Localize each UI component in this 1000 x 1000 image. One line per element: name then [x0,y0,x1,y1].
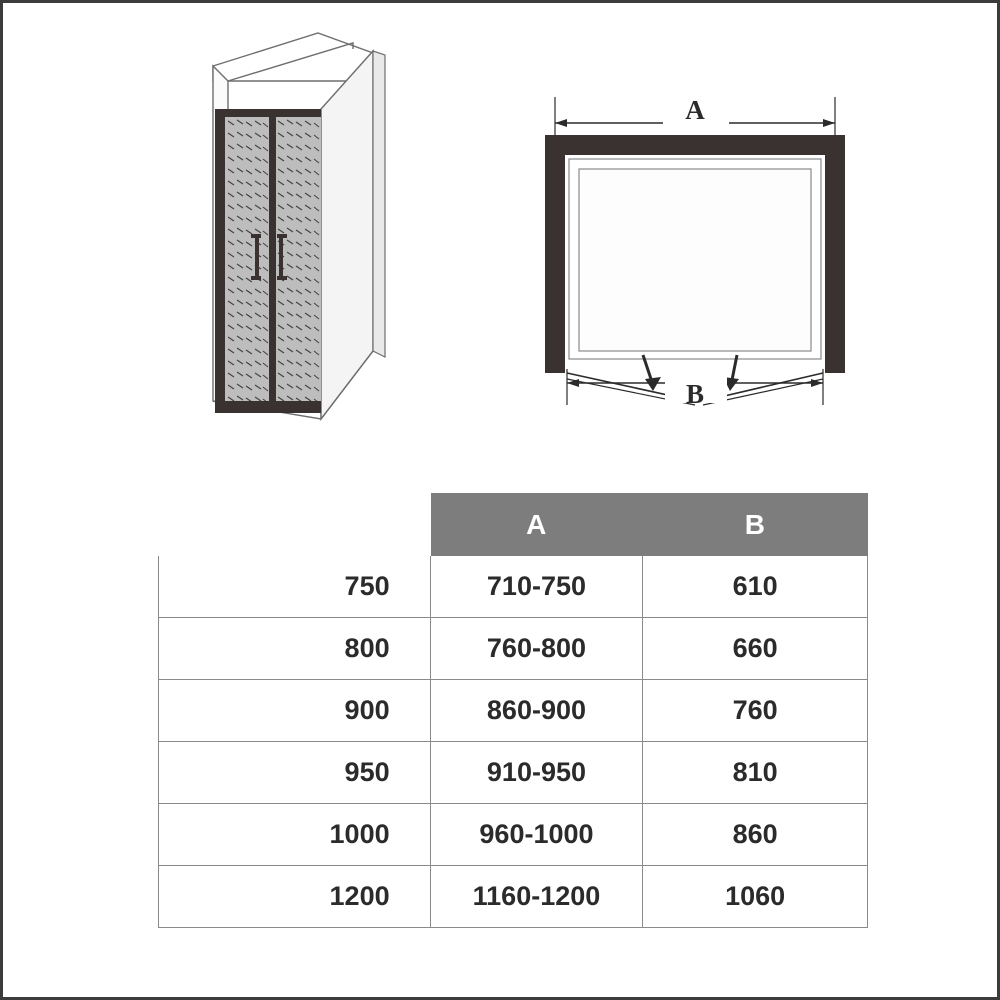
cell-a: 710-750 [430,556,643,618]
cell-a: 960-1000 [430,804,643,866]
table-row [159,680,868,742]
header-b: B [643,494,868,556]
cell-a: 860-900 [430,680,643,742]
cell-b: 660 [643,618,868,680]
cell-size: 900 [159,680,431,742]
plan-view [523,83,883,423]
cell-b: 810 [643,742,868,804]
frame-profile [545,135,845,373]
cell-b: 610 [643,556,868,618]
bifold-door-assembly [215,109,321,413]
cell-size: 950 [159,742,431,804]
header-blank [159,494,431,556]
cell-a: 1160-1200 [430,866,643,928]
fold-arrow-left [643,355,661,391]
cell-size: 1200 [159,866,431,928]
cell-a: 760-800 [430,618,643,680]
dimension-a-label: A [685,95,705,125]
cell-a: 910-950 [430,742,643,804]
table-row [159,804,868,866]
cell-b: 1060 [643,866,868,928]
header-a: A [430,494,643,556]
cell-size: 800 [159,618,431,680]
size-spec-table [158,493,868,928]
table-row [159,742,868,804]
perspective-view [173,21,463,441]
table-row [159,556,868,618]
cell-b: 760 [643,680,868,742]
cell-b: 860 [643,804,868,866]
dimension-b-label: B [685,379,705,409]
dimension-b [567,369,823,409]
cell-size: 750 [159,556,431,618]
table-header-row [159,494,868,556]
table-row [159,866,868,928]
table-row [159,618,868,680]
cell-size: 1000 [159,804,431,866]
